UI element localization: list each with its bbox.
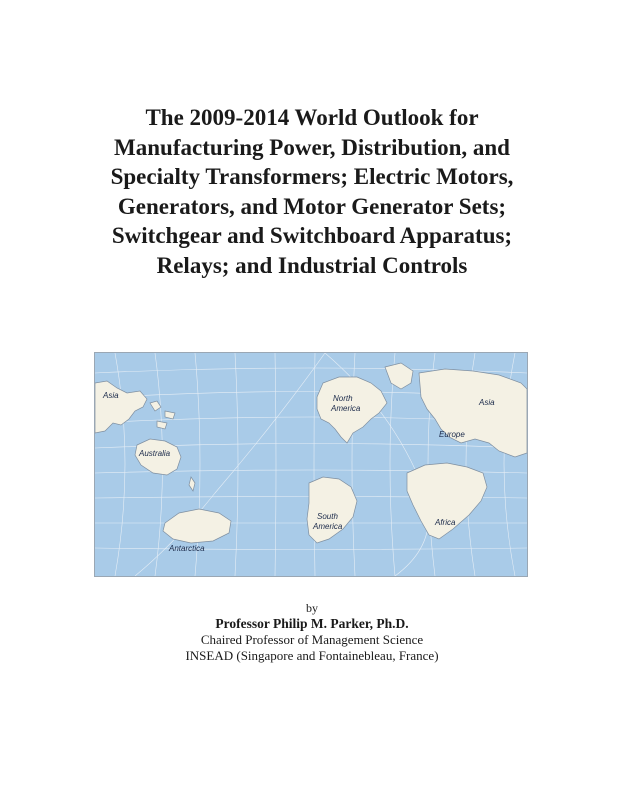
- byline-by: by: [306, 601, 318, 615]
- title-line: Switchgear and Switchboard Apparatus;: [111, 223, 513, 248]
- map-label-asia-left: Asia: [103, 391, 119, 400]
- map-label-north-america-2: America: [331, 404, 361, 413]
- author-position: Chaired Professor of Management Science: [200, 632, 424, 647]
- byline: [20, 600, 604, 664]
- title-line: The 2009-2014 World Outlook for: [145, 105, 479, 130]
- map-label-africa: Africa: [435, 518, 456, 527]
- title-line: Generators, and Motor Generator Sets;: [117, 193, 507, 219]
- map-label-asia-right: Asia: [479, 398, 495, 407]
- title-line: Relays; and Industrial Controls: [156, 252, 468, 278]
- author-affiliation: INSEAD (Singapore and Fontainebleau, France): [185, 648, 439, 663]
- world-map: [94, 352, 528, 577]
- author-name: Professor Philip M. Parker, Ph.D.: [215, 616, 409, 631]
- map-label-south-america-2: America: [313, 522, 343, 531]
- world-map-graphic: [95, 353, 527, 576]
- map-label-australia: Australia: [139, 449, 171, 458]
- book-title: [20, 103, 604, 280]
- title-line: Specialty Transformers; Electric Motors,: [110, 164, 514, 189]
- map-label-antarctica: Antarctica: [169, 544, 205, 553]
- map-label-europe: Europe: [439, 430, 465, 439]
- title-line: Manufacturing Power, Distribution, and: [114, 134, 510, 160]
- map-label-north-america-1: North: [333, 394, 353, 403]
- map-label-south-america-1: South: [317, 512, 338, 521]
